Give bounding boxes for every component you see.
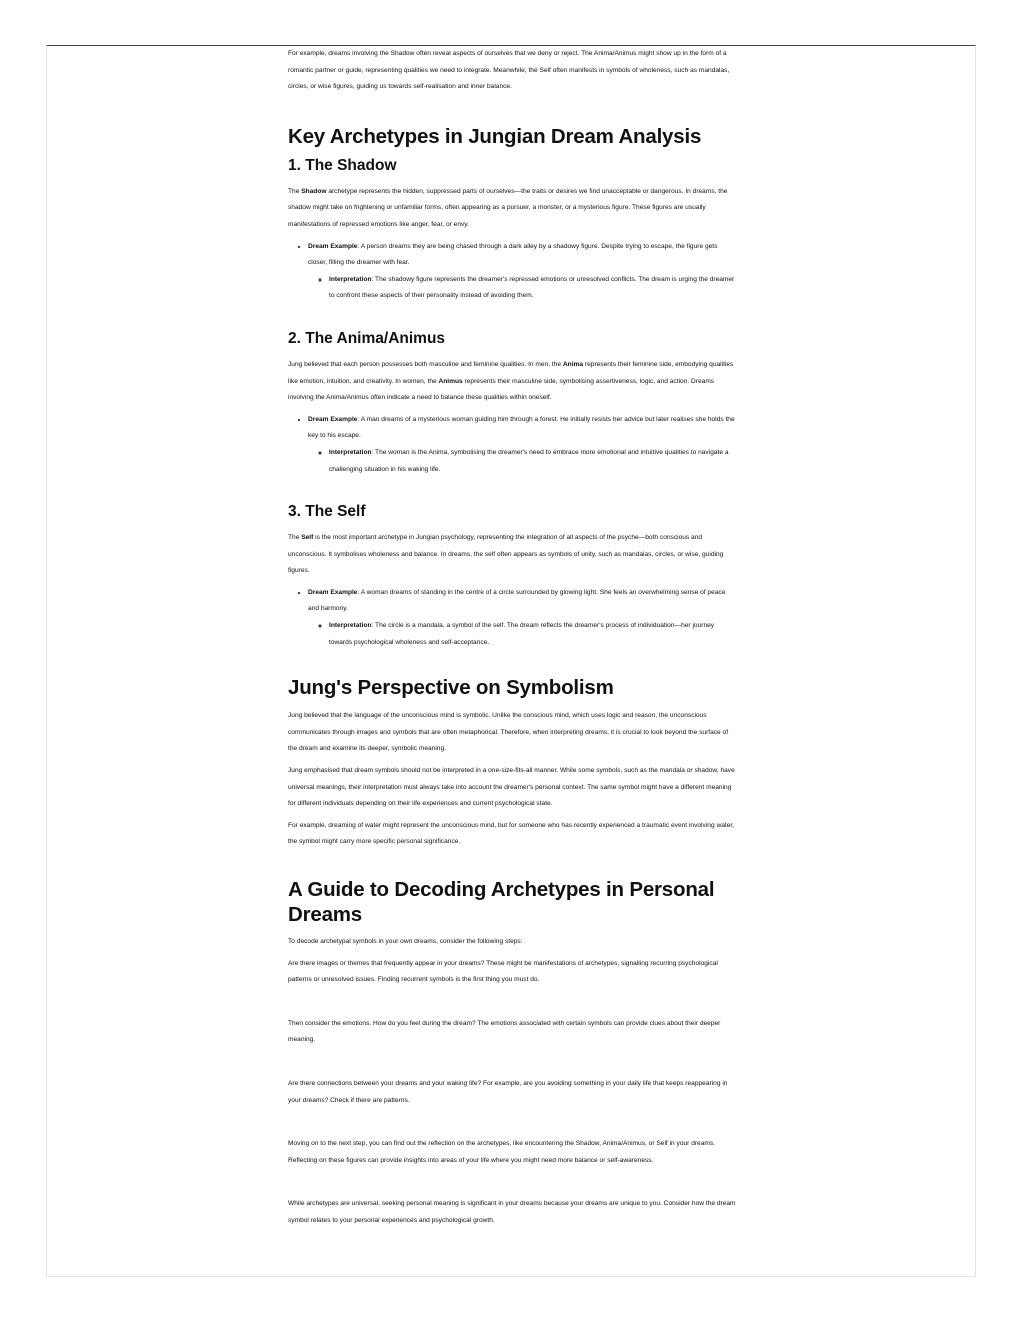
symbolism-paragraph-3: For example, dreaming of water might represent the unconscious mind, but for someone who has recently experienced a traumatic event involving water, the symbol might carry more specific personal significance. xyxy=(288,821,735,846)
self-interpretation-list xyxy=(308,618,738,651)
self-interpretation: ◦ Interpretation: The circle is a mandala, a symbol of the self. The dream reflects the dreamer's process of individuation—her journey towards psychological wholeness and self-acceptance. xyxy=(329,618,738,651)
guide-heading: A Guide to Decoding Archetypes in Personal Dreams xyxy=(288,878,715,926)
article-body xyxy=(288,46,738,1235)
shadow-paragraph: The Shadow archetype represents the hidden, suppressed parts of ourselves—the traits or desires we find unacceptable or dangerous. In dreams, the shadow might take on frightening or unfamiliar forms, often appearing as a pursuer, a monster, or a mysterious figure. These figures are usually manifestations of repressed emotions like anger, fear, or envy. xyxy=(288,187,728,228)
key-archetypes-heading: Key Archetypes in Jungian Dream Analysis xyxy=(288,124,702,148)
self-paragraph: The Self is the most important archetype in Jungian psychology, representing the integration of all aspects of the psyche—both conscious and unconscious. It symbolises wholeness and balance. In dreams, the self often appears as symbols of unity, such as mandalas, circles, or wise, guiding figures. xyxy=(288,534,724,575)
symbolism-paragraph-2: Jung emphasised that dream symbols should not be interpreted in a one-size-fits-all manner. While some symbols, such as the mandala or shadow, have universal meanings, their interpretation must always take into account the dreamer's personal context. The same symbol might have a different meaning for different individuals depending on their life experiences and current psychological state. xyxy=(288,767,735,808)
anima-paragraph: Jung believed that each person possesses both masculine and feminine qualities. In men, the Anima represents their feminine side, embodying qualities like emotion, intuition, and creativity. In women, the Animus represents their masculine side, symbolising assertiveness, logic, and action. Dreams involving the Anima/Animus often indicate a need to balance these qualities within oneself. xyxy=(288,360,734,402)
symbolism-paragraph-1: Jung believed that the language of the unconscious mind is symbolic. Unlike the conscious mind, which uses logic and reason, the unconscious communicates through images and symbols that are often metaphorical. Therefore, when interpreting dreams, it is crucial to look beyond the surface of the dream and examine its deeper, symbolic meaning. xyxy=(288,712,729,753)
guide-step-2: Then consider the emotions. How do you feel during the dream? The emotions associated with certain symbols can provide clues about their deeper meaning. xyxy=(288,1019,721,1044)
self-heading: 3. The Self xyxy=(288,503,366,521)
shadow-interpretation: ◦ Interpretation: The shadowy figure represents the dreamer's repressed emotions or unresolved conflicts. The dream is urging the dreamer to confront these aspects of their personality instead of avoiding them. xyxy=(329,272,738,305)
guide-step-1: Are there images or themes that frequently appear in your dreams? These might be manifestations of archetypes, signalling recurring psychological patterns or unresolved issues. Finding recurrent symbols is the first thing you must do. xyxy=(288,959,718,984)
anima-dream-example: • Dream Example: A man dreams of a mysterious woman guiding him through a forest. He initially resists her advice but later realises she holds the key to his escape. ◦ Interpretation: The woman is the Anima, symbolising the dreamer's need to embrace more emotional and intuitive qualities to navigate a challenging situation in his waking life. xyxy=(308,412,738,478)
shadow-heading: 1. The Shadow xyxy=(288,156,397,174)
shadow-interpretation-list xyxy=(308,272,738,305)
self-dream-example: • Dream Example: A woman dreams of standing in the centre of a circle surrounded by glowing light. She feels an overwhelming sense of peace and harmony. ◦ Interpretation: The circle is a mandala, a symbol of the self. The dream reflects the dreamer's process of individuation—her journey towards psychological wholeness and self-acceptance. xyxy=(308,585,738,651)
animus-term: Animus xyxy=(438,377,463,385)
shadow-dream-example: • Dream Example: A person dreams they are being chased through a dark alley by a shadowy figure. Despite trying to escape, the figure gets closer, filling the dreamer with fear. ◦ Interpretation: The shadowy figure represents the dreamer's repressed emotions or unresolved conflicts. The dream is urging the dreamer to confront these aspects of their personality instead of avoiding them. xyxy=(308,239,738,305)
spacer xyxy=(288,1174,738,1196)
anima-example-list xyxy=(288,412,738,478)
spacer xyxy=(288,1114,738,1136)
anima-heading: 2. The Anima/Animus xyxy=(288,329,446,347)
anima-term: Anima xyxy=(562,360,584,368)
intro-paragraph: For example, dreams involving the Shadow often reveal aspects of ourselves that we deny or reject. The Anima/Animus might show up in the form of a romantic partner or guide, representing qualities we need to integrate. Meanwhile, the Self often manifests in symbols of wholeness, such as mandalas, circles, or wise figures, guiding us towards self-realisation and inner balance. xyxy=(288,50,730,91)
symbolism-heading: Jung's Perspective on Symbolism xyxy=(288,676,614,700)
self-term: Self xyxy=(301,534,314,542)
guide-step-3: Are there connections between your dreams and your waking life? For example, are you avoiding something in your daily life that keeps reappearing in your dreams? Check if there are patterns. xyxy=(288,1079,728,1104)
spacer xyxy=(288,994,738,1016)
guide-step-5: While archetypes are universal, seeking personal meaning is significant in your dreams because your dreams are unique to you. Consider how the dream symbol relates to your personal experiences and psychological growth. xyxy=(288,1200,736,1224)
guide-intro: To decode archetypal symbols in your own dreams, consider the following steps: xyxy=(288,938,523,945)
shadow-term: Shadow xyxy=(301,187,327,195)
shadow-example-list xyxy=(288,239,738,305)
spacer xyxy=(288,1054,738,1076)
guide-step-4: Moving on to the next step, you can find out the reflection on the archetypes, like encountering the Shadow, Anima/Animus, or Self in your dreams. Reflecting on these figures can provide insights into areas of your life where you might need more balance or self-awareness. xyxy=(288,1140,716,1164)
self-example-list xyxy=(288,585,738,651)
anima-interpretation-list xyxy=(308,445,738,478)
anima-interpretation: ◦ Interpretation: The woman is the Anima, symbolising the dreamer's need to embrace more emotional and intuitive qualities to navigate a challenging situation in his waking life. xyxy=(329,445,738,478)
